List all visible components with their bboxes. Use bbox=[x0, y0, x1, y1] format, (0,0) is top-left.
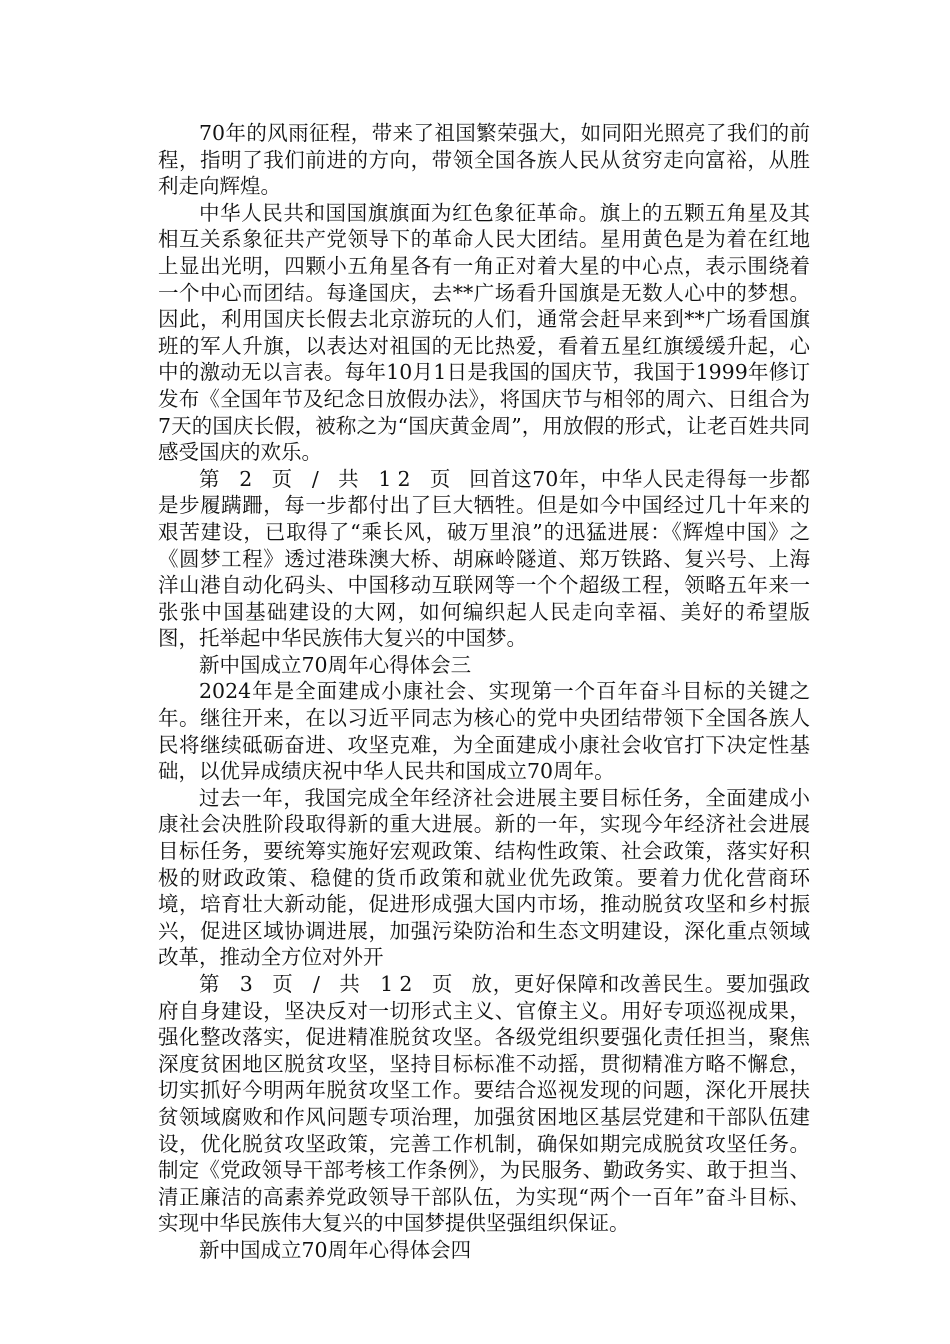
paragraph-text: 过去一年，我国完成全年经济社会进展主要目标任务，全面建成小康社会决胜阶段取得新的重大进展。新的一年，实现今年经济社会进展目标任务，要统筹实施好宏观政策、结构性政策、社会政策，落实好积极的财政政策、稳健的货币政策和就业优先政策。要着力优化营商环境，培育壮大新动能，促进形成强大国内市场，推动脱贫攻坚和乡村振兴，促进区域协调进展，加强污染防治和生态文明建设，深化重点领域改革，推动全方位对外开 bbox=[158, 785, 810, 970]
section-heading-4: 新中国成立70周年心得体会四 bbox=[199, 1237, 472, 1262]
page-number-marker: 第 2 页 / 共 12 页 bbox=[199, 466, 457, 491]
paragraph-text: 中华人民共和国国旗旗面为红色象征革命。旗上的五颗五角星及其相互关系象征共产党领导下的革命人民大团结。星用黄色是为着在红地上显出光明，四颗小五角星各有一角正对着大星的中心点，表示围绕着一个中心而团结。每逢国庆，去**广场看升国旗是无数人心中的梦想。因此，利用国庆长假去北京游玩的人们，通常会赶早来到**广场看国旗班的军人升旗，以表达对祖国的无比热爱，看着五星红旗缓缓升起，心中的激动无以言表。每年10月1日是我国的国庆节，我国于1999年修订发布《全国年节及纪念日放假办法》，将国庆节与相邻的周六、日组合为7天的国庆长假，被称之为“国庆黄金周”，用放假的形式，让老百姓共同感受国庆的欢乐。 bbox=[158, 200, 810, 465]
paragraph-2 bbox=[158, 200, 810, 466]
page-number-marker: 第 3 页 / 共 12 页 bbox=[199, 972, 460, 996]
paragraph-6 bbox=[158, 971, 810, 1237]
paragraph-5 bbox=[158, 785, 810, 971]
section-heading-3: 新中国成立70周年心得体会三 bbox=[199, 652, 472, 677]
paragraph-1 bbox=[158, 120, 810, 200]
paragraph-text: 70年的风雨征程，带来了祖国繁荣强大，如同阳光照亮了我们的前程，指明了我们前进的方向，带领全国各族人民从贫穷走向富裕，从胜利走向辉煌。 bbox=[158, 121, 810, 199]
paragraph-text: 放，更好保障和改善民生。要加强政府自身建设，坚决反对一切形式主义、官僚主义。用好专项巡视成果，强化整改落实，促进精准脱贫攻坚。各级党组织要强化责任担当，聚焦深度贫困地区脱贫攻坚，坚持目标标准不动摇，贯彻精准方略不懈怠，切实抓好今明两年脱贫攻坚工作。要结合巡视发现的问题，深化开展扶贫领域腐败和作风问题专项治理，加强贫困地区基层党建和干部队伍建设，优化脱贫攻坚政策，完善工作机制，确保如期完成脱贫攻坚任务。制定《党政领导干部考核工作条例》，为民服务、勤政务实、敢于担当、清正廉洁的高素养党政领导干部队伍，为实现“两个一百年”奋斗目标、实现中华民族伟大复兴的中国梦提供坚强组织保证。 bbox=[158, 972, 811, 1236]
document-page bbox=[158, 120, 810, 1264]
paragraph-text: 2024年是全面建成小康社会、实现第一个百年奋斗目标的关键之年。继往开来，在以习近平同志为核心的党中央团结带领下全国各族人民将继续砥砺奋进、攻坚克难，为全面建成小康社会收官打下决定性基础，以优异成绩庆祝中华人民共和国成立70周年。 bbox=[158, 679, 810, 784]
paragraph-4 bbox=[158, 678, 810, 784]
paragraph-text: 回首这70年，中华人民走得每一步都是步履蹒跚，每一步都付出了巨大牺牲。但是如今中国经过几十年来的艰苦建设，已取得了“乘长风，破万里浪”的迅猛进展：《辉煌中国》之《圆梦工程》透过港珠澳大桥、胡麻岭隧道、郑万铁路、复兴号、上海洋山港自动化码头、中国移动互联网等一个个超级工程，领略五年来一张张中国基础建设的大网，如何编织起人民走向幸福、美好的希望版图，托举起中华民族伟大复兴的中国梦。 bbox=[158, 466, 810, 651]
paragraph-3 bbox=[158, 466, 810, 652]
